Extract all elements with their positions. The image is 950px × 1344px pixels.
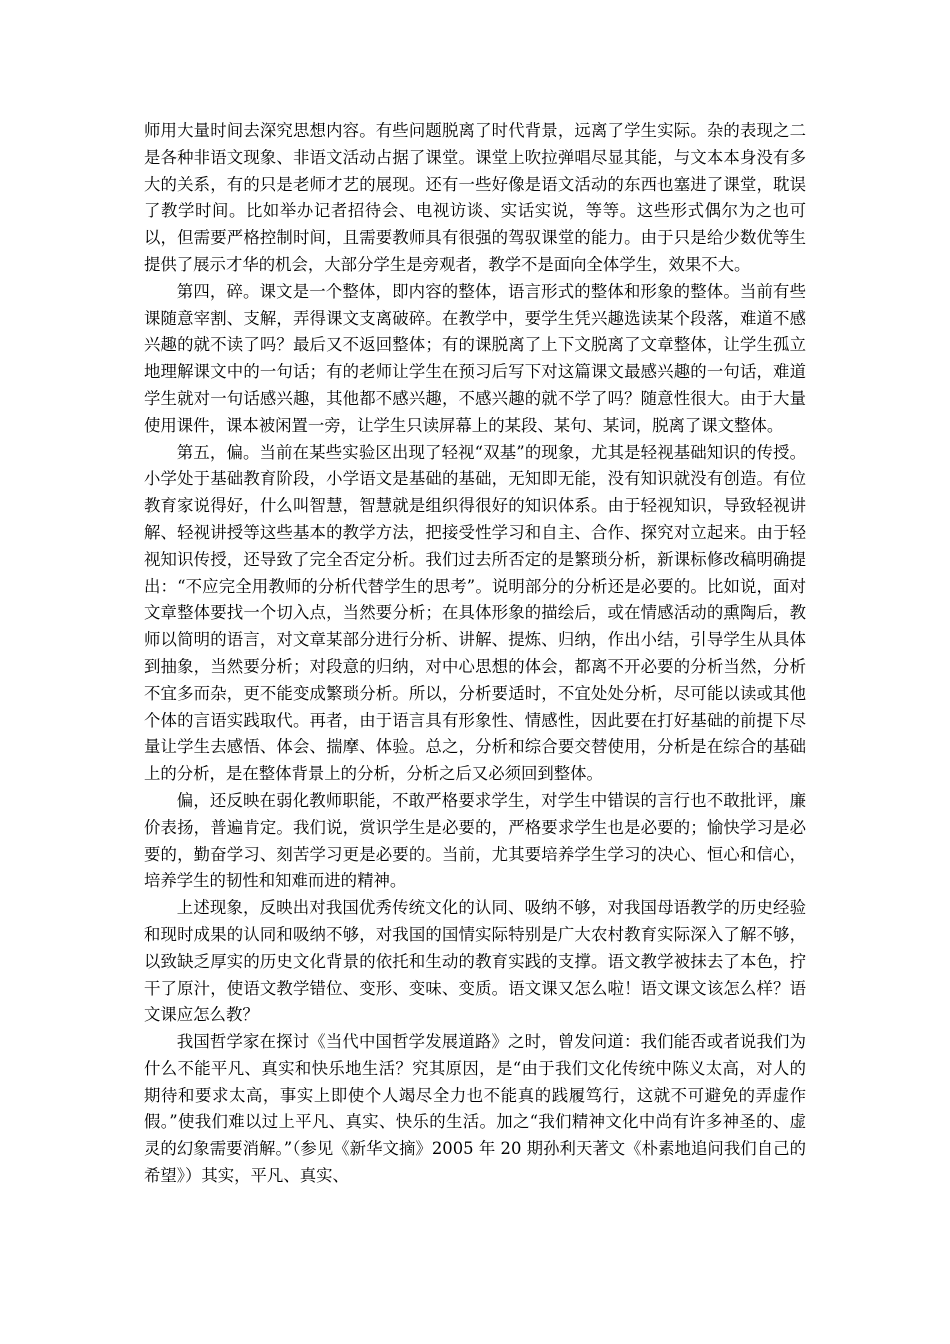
paragraph-4: 偏，还反映在弱化教师职能，不敢严格要求学生，对学生中错误的言行也不敢批评，廉价表扬，普遍肯定。我们说，赏识学生是必要的，严格要求学生也是必要的；愉快学习是必要的，勤奋学习、刻苦学习更是必要的。当前，尤其要培养学生学习的决心、恒心和信心，培养学生的韧性和知难而进的精神。: [144, 790, 806, 891]
paragraph-2: 第四，碎。课文是一个整体，即内容的整体，语言形式的整体和形象的整体。当前有些课随意宰割、支解，弄得课文支离破碎。在教学中，要学生凭兴趣选读某个段落，难道不感兴趣的就不读了吗？最后又不返回整体；有的课脱离了上下文脱离了文章整体，让学生孤立地理解课文中的一句话；有的老师让学生在预习后写下对这篇课文最感兴趣的一句话，难道学生就对一句话感兴趣，其他都不感兴趣，不感兴趣的就不学了吗？随意性很大。由于大量使用课件，课本被闲置一旁，让学生只读屏幕上的某段、某句、某词，脱离了课文整体。: [144, 281, 806, 435]
document-page: [144, 118, 806, 1190]
paragraph-1: 师用大量时间去深究思想内容。有些问题脱离了时代背景，远离了学生实际。杂的表现之二是各种非语文现象、非语文活动占据了课堂。课堂上吹拉弹唱尽显其能，与文本本身没有多大的关系，有的只是老师才艺的展现。还有一些好像是语文活动的东西也塞进了课堂，耽误了教学时间。比如举办记者招待会、电视访谈、实话实说，等等。这些形式偶尔为之也可以，但需要严格控制时间，且需要教师具有很强的驾驭课堂的能力。由于只是给少数优等生提供了展示才华的机会，大部分学生是旁观者，教学不是面向全体学生，效果不大。: [144, 121, 806, 274]
paragraph-6: 我国哲学家在探讨《当代中国哲学发展道路》之时，曾发问道：我们能否或者说我们为什么不能平凡、真实和快乐地生活？究其原因，是“由于我们文化传统中陈义太高，对人的期待和要求太高，事实上即使个人竭尽全力也不能真的践履笃行，这就不可避免的弄虚作假。”使我们难以过上平凡、真实、快乐的生活。加之“我们精神文化中尚有许多神圣的、虚灵的幻象需要消解。”（参见《新华文摘》2005 年 20 期孙利天著文《朴素地追问我们自己的希望》）其实，平凡、真实、: [144, 1032, 806, 1186]
paragraph-3: 第五，偏。当前在某些实验区出现了轻视“双基”的现象，尤其是轻视基础知识的传授。小学处于基础教育阶段，小学语文是基础的基础，无知即无能，没有知识就没有创造。有位教育家说得好，什么叫智慧，智慧就是组织得很好的知识体系。由于轻视知识，导致轻视讲解、轻视讲授等这些基本的教学方法，把接受性学习和自主、合作、探究对立起来。由于轻视知识传授，还导致了完全否定分析。我们过去所否定的是繁琐分析，新课标修改稿明确提出：“不应完全用教师的分析代替学生的思考”。说明部分的分析还是必要的。比如说，面对文章整体要找一个切入点，当然要分析；在具体形象的描绘后，或在情感活动的熏陶后，教师以简明的语言，对文章某部分进行分析、讲解、提炼、归纳，作出小结，引导学生从具体到抽象，当然要分析；对段意的归纳，对中心思想的体会，都离不开必要的分析当然，分析不宜多而杂，更不能变成繁琐分析。所以，分析要适时，不宜处处分析，尽可能以读或其他个体的言语实践取代。再者，由于语言具有形象性、情感性，因此要在打好基础的前提下尽量让学生去感悟、体会、揣摩、体验。总之，分析和综合要交替使用，分析是在综合的基础上的分析，是在整体背景上的分析，分析之后又必须回到整体。: [144, 442, 806, 784]
paragraph-5: 上述现象，反映出对我国优秀传统文化的认同、吸纳不够，对我国母语教学的历史经验和现时成果的认同和吸纳不够，对我国的国情实际特别是广大农村教育实际深入了解不够，以致缺乏厚实的历史文化背景的依托和生动的教育实践的支撑。语文教学被抹去了本色，拧干了原汁，使语文教学错位、变形、变味、变质。语文课又怎么啦！语文课文该怎么样？语文课应怎么教？: [144, 898, 806, 1025]
